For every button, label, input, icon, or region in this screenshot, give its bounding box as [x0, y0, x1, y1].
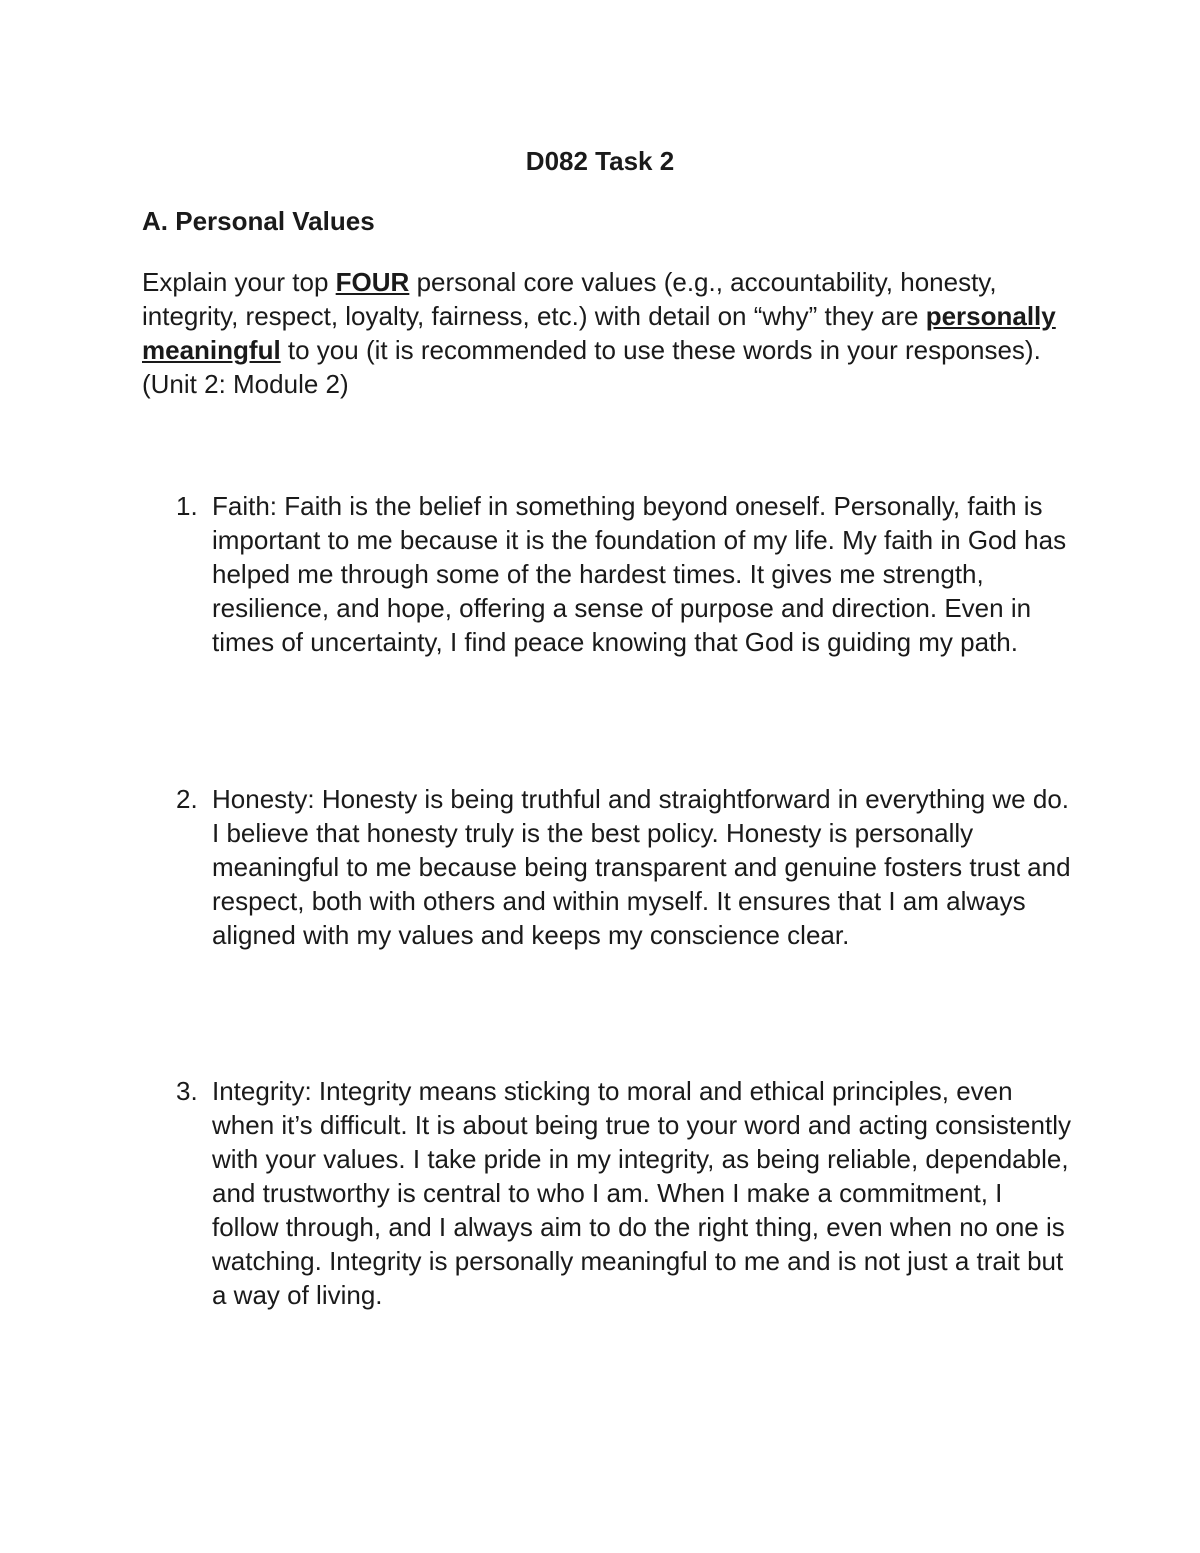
prompt-emphasis-four: FOUR	[335, 267, 410, 297]
prompt-text-part-1: Explain your top	[142, 267, 336, 297]
value-item-number: 2.	[176, 784, 198, 814]
value-item-text: Integrity: Integrity means sticking to moral and ethical principles, even when it’s difficult. It is about being true to your word and acting consistently with your values. I take pride in my integrity, as being reliable, dependable, and trustworthy is central to who I am. When I make a commitment, I follow through, and I always aim to do the right thing, even when no one is watching. Integrity is personally meaningful to me and is not just a trait but a way of living.	[212, 1076, 1071, 1310]
value-item-number: 1.	[176, 491, 198, 521]
value-item-faith	[142, 489, 1072, 659]
prompt-text-part-2: personal core values (e.g., accountability, honesty, integrity, respect, loyalty, fairness, etc.) with detail on “why” they are	[142, 267, 997, 331]
value-item-text: Honesty: Honesty is being truthful and straightforward in everything we do. I believe that honesty truly is the best policy. Honesty is personally meaningful to me because being transparent and genuine fosters trust and respect, both with others and within myself. It ensures that I am always aligned with my values and keeps my conscience clear.	[212, 784, 1071, 950]
value-item-text: Faith: Faith is the belief in something beyond oneself. Personally, faith is important to me because it is the foundation of my life. My faith in God has helped me through some of the hardest times. It gives me strength, resilience, and hope, offering a sense of purpose and direction. Even in times of uncertainty, I find peace knowing that God is guiding my path.	[212, 491, 1067, 657]
section-heading: A. Personal Values	[142, 206, 375, 236]
document-title: D082 Task 2	[525, 146, 675, 176]
value-item-integrity	[142, 1074, 1072, 1312]
prompt-text-part-3: to you (it is recommended to use these words in your responses). (Unit 2: Module 2)	[142, 335, 1041, 399]
value-item-number: 3.	[176, 1076, 198, 1106]
prompt-paragraph	[142, 265, 1072, 401]
value-item-honesty	[142, 782, 1072, 952]
prompt-emphasis-personally-meaningful: personally meaningful	[142, 301, 1056, 365]
